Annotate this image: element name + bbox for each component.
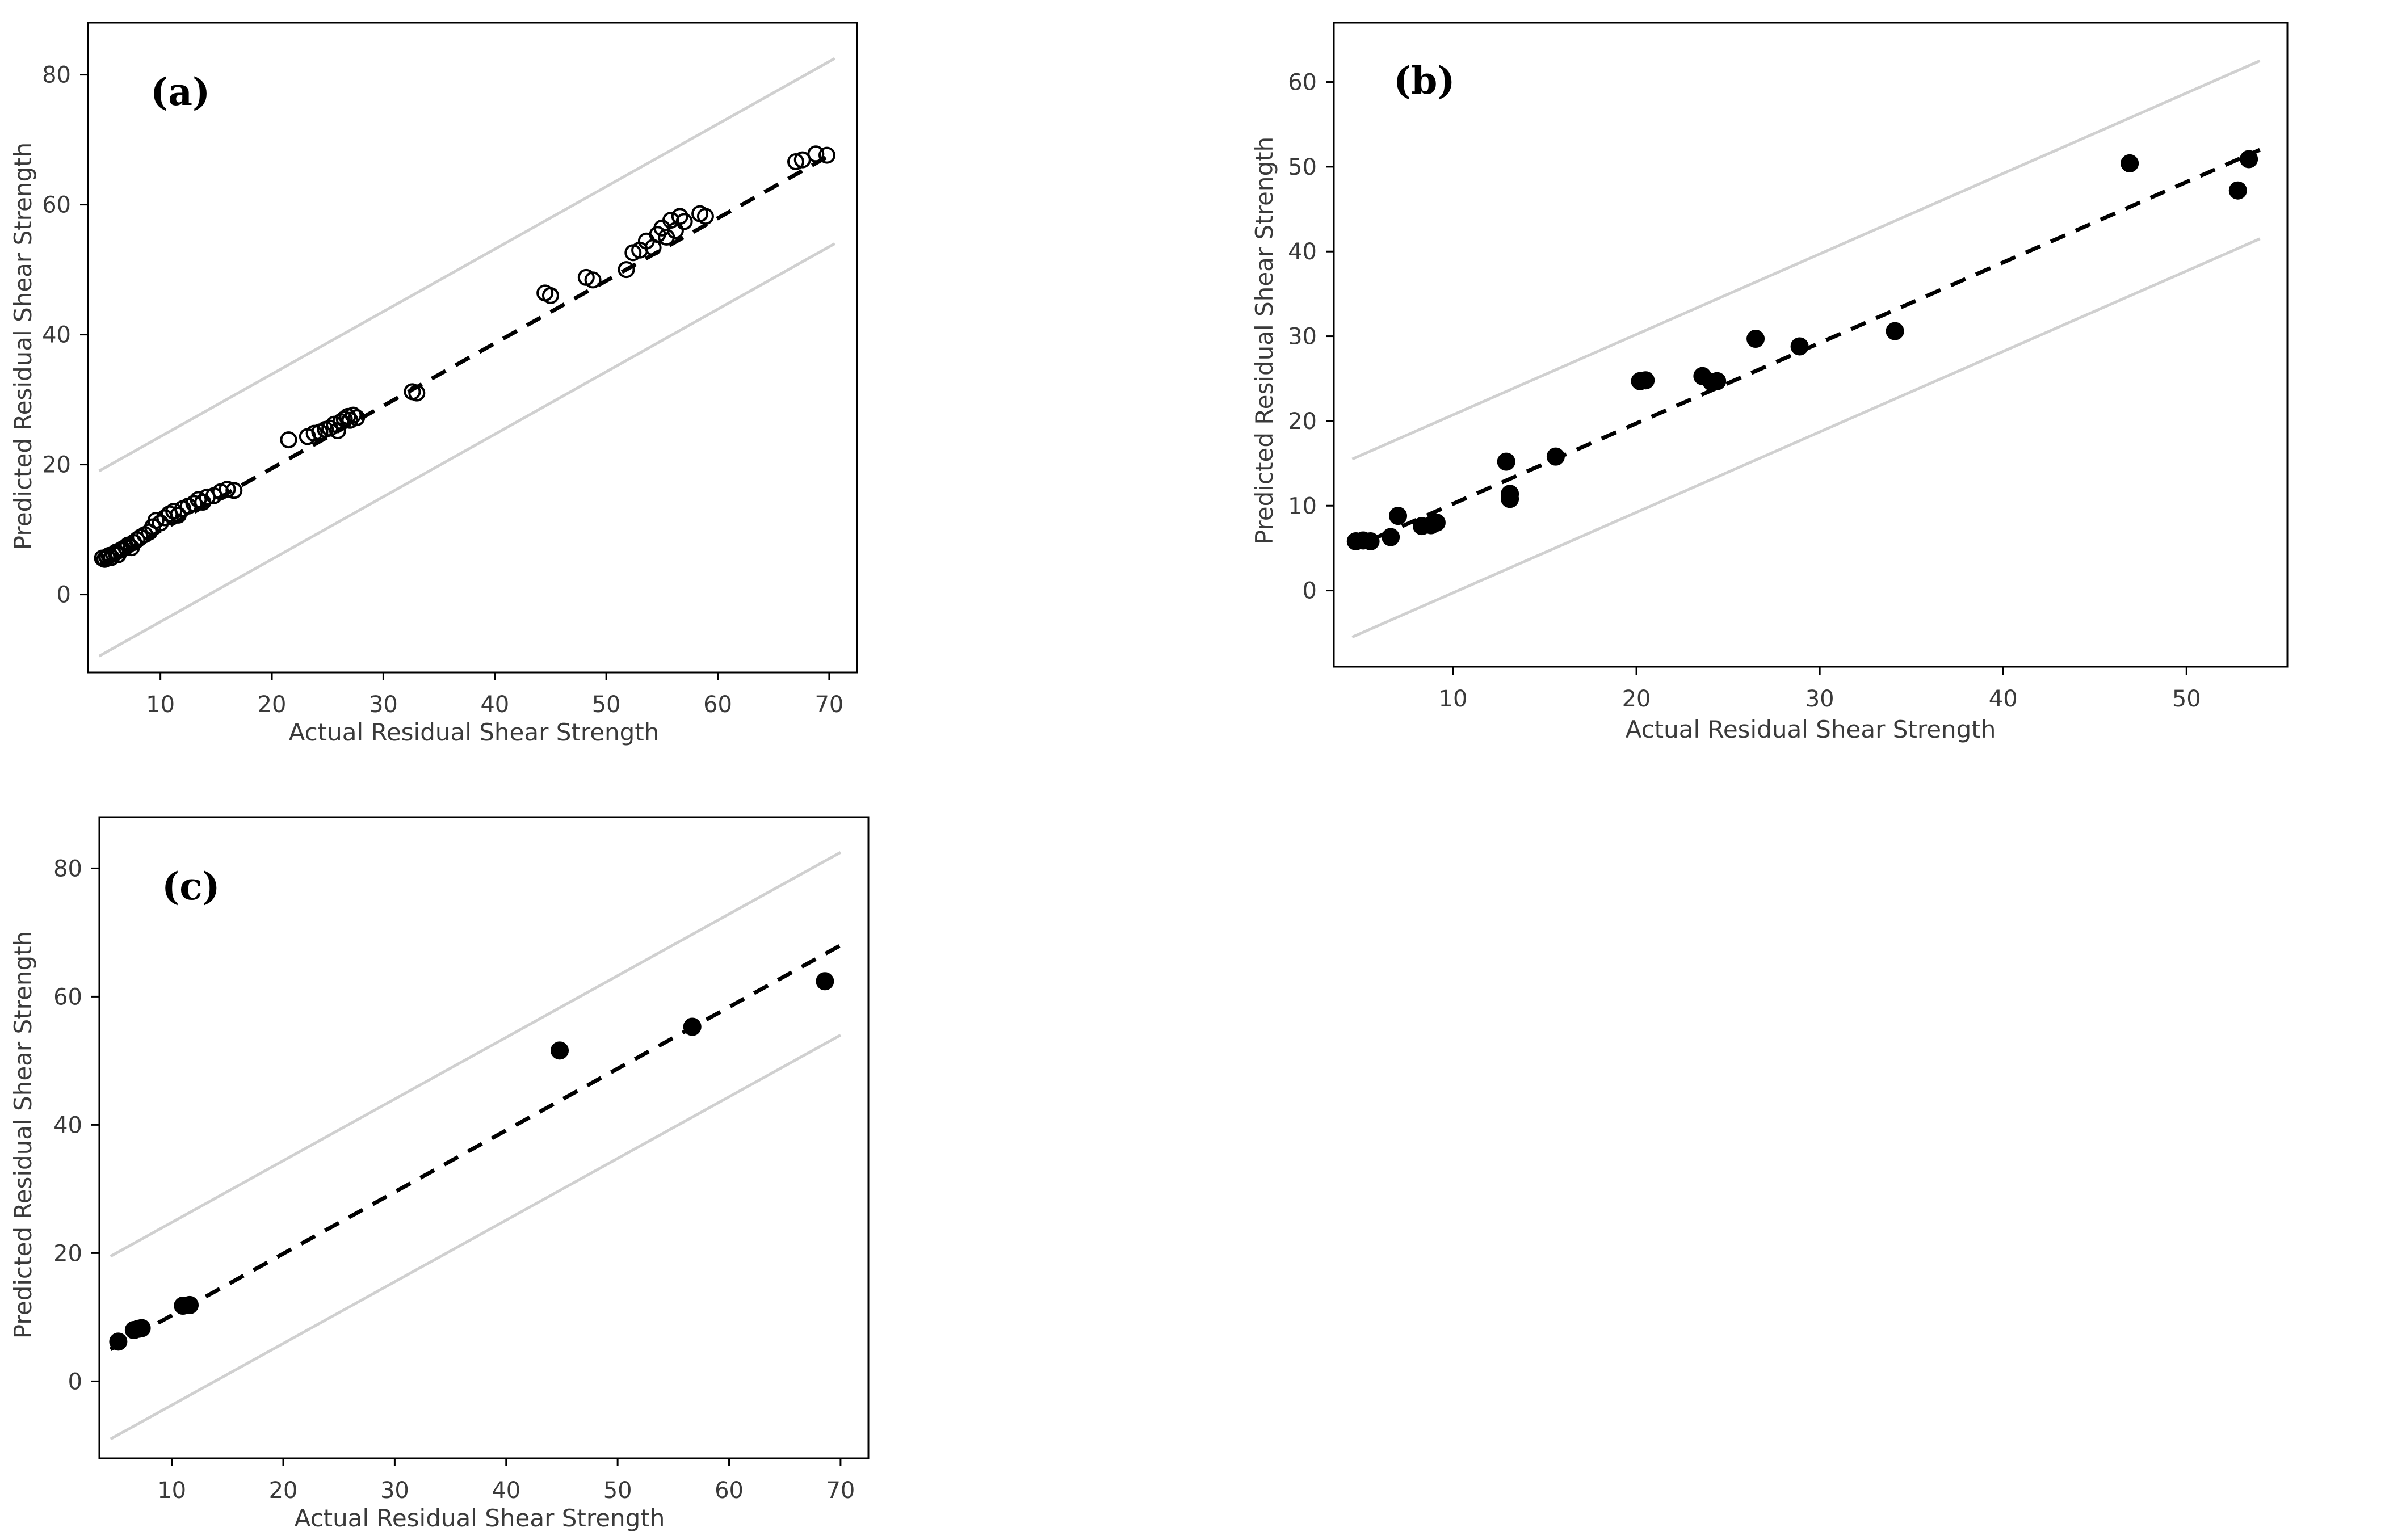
- data-point: [551, 1042, 568, 1059]
- plot-axes-b: [1288, 23, 2287, 712]
- data-point: [1382, 529, 1399, 546]
- x-tick-label: 50: [591, 692, 621, 718]
- y-tick-label: 40: [42, 322, 71, 348]
- x-tick-label: 40: [492, 1478, 521, 1504]
- y-axis-label-c: Predicted Residual Shear Strength: [9, 931, 37, 1339]
- axes-frame: [1334, 23, 2287, 667]
- x-tick-label: 40: [480, 692, 510, 718]
- data-point: [1547, 448, 1564, 465]
- data-point: [1637, 372, 1654, 389]
- chart-panel-a: [0, 0, 1237, 755]
- data-point: [1791, 338, 1808, 355]
- data-point: [1887, 323, 1904, 340]
- lower-band-line: [111, 1035, 841, 1439]
- data-point: [1389, 507, 1406, 524]
- y-tick-label: 60: [42, 192, 71, 218]
- y-tick-label: 0: [56, 582, 71, 608]
- x-tick-label: 20: [257, 692, 287, 718]
- data-point: [820, 148, 834, 163]
- x-axis-label-c: Actual Residual Shear Strength: [294, 1504, 665, 1532]
- x-tick-label: 60: [703, 692, 732, 718]
- panel-tag-c: (c): [162, 864, 220, 908]
- data-point: [2240, 150, 2257, 167]
- y-tick-label: 0: [68, 1369, 82, 1395]
- x-tick-label: 30: [1805, 686, 1834, 712]
- scatter-plot-a: [0, 0, 1237, 755]
- y-tick-label: 20: [42, 452, 71, 478]
- data-point: [698, 209, 713, 224]
- x-tick-label: 10: [157, 1478, 187, 1504]
- x-tick-label: 30: [368, 692, 398, 718]
- plot-background-a: [57, 10, 596, 339]
- data-point: [1501, 490, 1518, 507]
- data-point: [2121, 155, 2138, 172]
- x-tick-label: 70: [826, 1478, 855, 1504]
- plot-content-c: [110, 852, 841, 1439]
- plot-axes-c: [53, 817, 868, 1504]
- data-point: [181, 1297, 198, 1314]
- chart-panel-b: [1237, 0, 2406, 755]
- upper-band-line: [111, 852, 841, 1256]
- data-point: [1428, 514, 1445, 531]
- plot-content-b: [1347, 61, 2260, 637]
- y-tick-label: 30: [1288, 323, 1317, 350]
- x-tick-label: 40: [1988, 686, 2018, 712]
- lower-band-line: [1352, 239, 2260, 637]
- axes-frame: [99, 817, 868, 1458]
- y-tick-label: 20: [53, 1240, 82, 1267]
- upper-band-line: [1352, 61, 2260, 459]
- x-tick-label: 30: [380, 1478, 409, 1504]
- y-tick-label: 0: [1302, 578, 1317, 604]
- chart-panel-c: [0, 794, 1237, 1540]
- data-point: [133, 1320, 150, 1337]
- y-tick-label: 80: [42, 62, 71, 89]
- x-axis-label-b: Actual Residual Shear Strength: [1625, 716, 1996, 743]
- x-tick-label: 10: [1438, 686, 1468, 712]
- y-tick-label: 10: [1288, 493, 1317, 520]
- panel-tag-a: (a): [150, 70, 211, 114]
- data-point: [1747, 330, 1764, 347]
- panel-tag-b: (b): [1393, 58, 1455, 103]
- y-tick-label: 20: [1288, 408, 1317, 435]
- y-tick-label: 80: [53, 856, 82, 882]
- x-axis-label-a: Actual Residual Shear Strength: [288, 718, 660, 746]
- fit-line: [111, 945, 841, 1349]
- plot-area-a: [57, 10, 596, 339]
- y-axis-label-b: Predicted Residual Shear Strength: [1250, 136, 1278, 545]
- x-tick-label: 50: [2172, 686, 2201, 712]
- data-point: [1498, 453, 1515, 470]
- data-point: [816, 973, 833, 990]
- data-point: [1362, 533, 1379, 550]
- scatter-plot-b: [1237, 0, 2406, 755]
- y-tick-label: 60: [1288, 69, 1317, 96]
- x-tick-label: 60: [715, 1478, 744, 1504]
- data-point: [684, 1019, 701, 1036]
- y-tick-label: 40: [53, 1112, 82, 1139]
- x-tick-label: 10: [146, 692, 175, 718]
- x-tick-label: 20: [1622, 686, 1651, 712]
- scatter-plot-c: [0, 794, 1237, 1540]
- y-tick-label: 40: [1288, 239, 1317, 266]
- data-point: [1708, 373, 1725, 390]
- x-tick-label: 20: [268, 1478, 298, 1504]
- y-tick-label: 50: [1288, 154, 1317, 180]
- y-axis-label-a: Predicted Residual Shear Strength: [9, 142, 37, 550]
- y-tick-label: 60: [53, 984, 82, 1011]
- x-tick-label: 70: [814, 692, 844, 718]
- data-point: [281, 432, 296, 447]
- data-point: [110, 1333, 127, 1350]
- data-point: [2229, 182, 2247, 199]
- x-tick-label: 50: [603, 1478, 632, 1504]
